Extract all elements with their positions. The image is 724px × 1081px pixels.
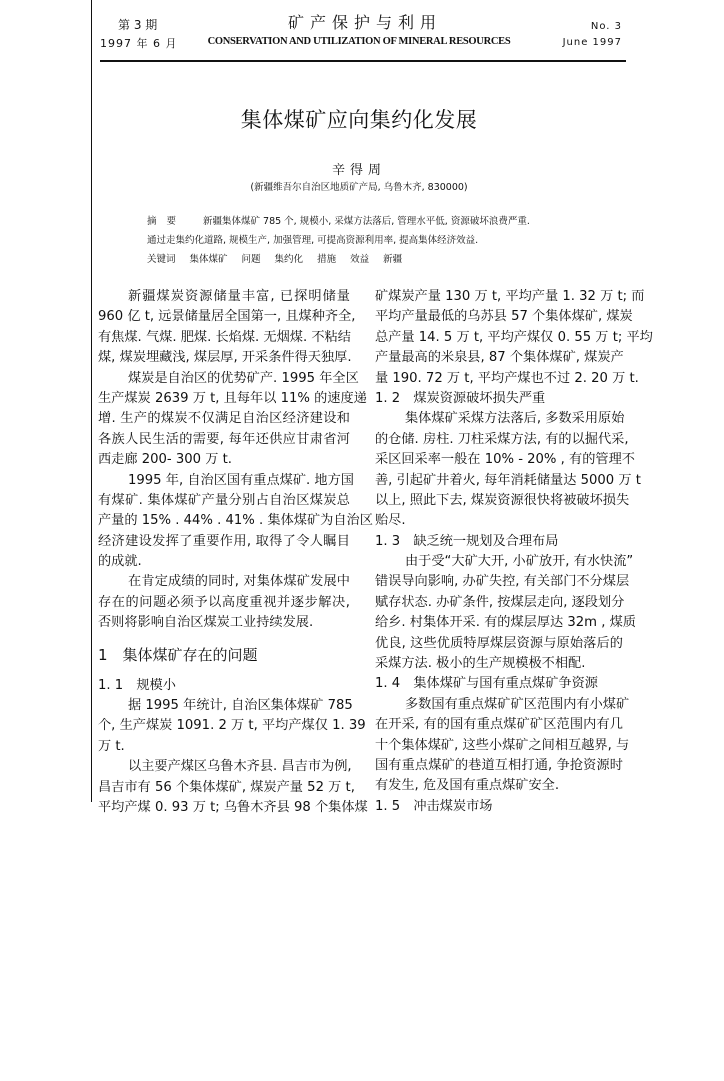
text-line: 给乡. 村集体开采. 有的煤层厚达 32m , 煤质	[375, 615, 636, 631]
keyword: 问题	[241, 254, 261, 265]
keyword: 集约化	[274, 254, 304, 265]
subsection-heading	[375, 389, 623, 409]
paragraph	[375, 552, 636, 674]
text-line: 错误导向影响, 办矿失控, 有关部门不分煤层	[375, 574, 630, 590]
text-line: 优良, 这些优质特厚煤层资源与原始落后的	[375, 635, 623, 651]
text-line: 在开采, 有的国有重点煤矿矿区范围内有几	[375, 717, 623, 733]
keyword: 措施	[317, 254, 337, 265]
text-line: 1. 3 缺乏统一规划及合理布局	[375, 533, 559, 549]
keyword: 集体煤矿	[189, 254, 228, 265]
text-line: 个, 生产煤炭 1091. 2 万 t, 平均产煤仅 1. 39	[98, 718, 366, 734]
text-line: 煤, 煤炭埋藏浅, 煤层厚, 开采条件得天独厚.	[98, 350, 352, 366]
text-line: 采煤方法. 极小的生产规模极不相配.	[375, 656, 586, 672]
text-line: 的成就.	[98, 554, 142, 570]
text-line: 集体煤矿采煤方法落后, 多数采用原始	[405, 411, 625, 427]
text-line: 十个集体煤矿, 这些小煤矿之间相互越界, 与	[375, 737, 630, 753]
paragraph	[375, 287, 653, 389]
subsection-heading	[375, 674, 623, 694]
affiliation: (新疆维吾尔自治区地质矿产局, 乌鲁木齐, 830000)	[250, 182, 468, 193]
paragraph	[98, 287, 356, 369]
issue-date-cn: 1997 年 6 月	[100, 37, 178, 50]
paragraph	[98, 369, 367, 471]
text-line: 由于受“大矿大开, 小矿放开, 有水快流”	[405, 554, 634, 570]
text-line: 煤炭是自治区的优势矿产. 1995 年全区	[128, 370, 359, 386]
text-line: 增. 生产的煤炭不仅满足自治区经济建设和	[98, 411, 350, 427]
text-line: 1. 1 规模小	[98, 677, 176, 693]
text-line: 量 190. 72 万 t, 平均产煤也不过 2. 20 万 t.	[375, 370, 639, 386]
article-title: 集体煤矿应向集约化发展	[240, 108, 478, 132]
abstract-text: 新疆集体煤矿 785 个, 规模小, 采煤方法落后, 管理水平低, 资源破坏浪费严重.	[203, 216, 530, 227]
text-line: 新疆煤炭资源储量丰富, 已探明储量	[128, 289, 350, 304]
text-line: 1. 5 冲击煤炭市场	[375, 798, 493, 814]
text-line: 在肯定成绩的同时, 对集体煤矿发展中	[128, 574, 350, 590]
text-line: 1. 4 集体煤矿与国有重点煤矿争资源	[375, 676, 598, 692]
text-line: 以主要产煤区乌鲁木齐县. 昌吉市为例,	[128, 759, 352, 775]
issue-number-en: No. 3	[590, 21, 622, 32]
paragraph	[375, 695, 630, 797]
abstract-line: 通过走集约化道路, 规模生产, 加强管理, 可提高资源利用率, 提高集体经济效益.	[147, 235, 479, 246]
paragraph	[98, 572, 350, 633]
text-line: 的仓储. 房柱. 刀柱采煤方法, 有的以掘代采,	[375, 431, 629, 447]
text-line: 西走廊 200- 300 万 t.	[98, 452, 232, 468]
keywords-label: 关键词	[147, 254, 176, 265]
text-line: 各族人民生活的需要, 每年还供应甘肃省河	[98, 431, 350, 447]
text-line: 有焦煤. 气煤. 肥煤. 长焰煤. 无烟煤. 不粘结	[98, 329, 351, 345]
author: 辛得周	[331, 163, 386, 178]
text-line: 昌吉市有 56 个集体煤矿, 煤炭产量 52 万 t,	[98, 779, 355, 795]
text-line: 矿煤炭产量 130 万 t, 平均产量 1. 32 万 t; 而	[375, 289, 645, 304]
text-line: 贻尽.	[375, 513, 406, 529]
text-line: 平均产煤 0. 93 万 t; 乌鲁木齐县 98 个集体煤	[98, 799, 368, 815]
paragraph	[98, 757, 368, 818]
text-line: 1995 年, 自治区国有重点煤矿. 地方国	[128, 472, 354, 488]
paragraph	[375, 409, 641, 531]
body-column-right	[375, 287, 653, 817]
text-line: 据 1995 年统计, 自治区集体煤矿 785	[128, 698, 353, 714]
text-line: 产量的 15% . 44% . 41% . 集体煤矿为自治区	[98, 513, 373, 529]
section-heading	[98, 644, 350, 666]
text-line: 以上, 照此下去, 煤炭资源很快将被破坏损失	[375, 492, 630, 508]
subsection-heading	[375, 797, 623, 817]
text-line: 赋存状态. 办矿条件, 按煤层走向, 逐段划分	[375, 594, 625, 610]
text-line: 1 集体煤矿存在的问题	[98, 645, 258, 664]
text-line: 有发生, 危及国有重点煤矿安全.	[375, 778, 560, 794]
text-line: 产量最高的米泉县, 87 个集体煤矿, 煤炭产	[375, 350, 624, 366]
text-line: 生产煤炭 2639 万 t, 且每年以 11% 的速度递	[98, 390, 367, 406]
issue-date-en: June 1997	[562, 37, 622, 48]
text-line: 多数国有重点煤矿矿区范围内有小煤矿	[405, 696, 630, 712]
issue-number-cn: 第 3 期	[118, 18, 158, 32]
text-line: 善, 引起矿井着火, 每年消耗储量达 5000 万 t	[375, 472, 641, 488]
text-line: 960 亿 t, 远景储量居全国第一, 且煤种齐全,	[98, 309, 356, 325]
text-line: 采区回采率一般在 10% - 20% , 有的管理不	[375, 452, 635, 468]
abstract-label: 摘要	[147, 216, 187, 227]
text-line: 国有重点煤矿的巷道互相打通, 争抢资源时	[375, 757, 623, 773]
text-line: 经济建设发挥了重要作用, 取得了令人瞩目	[98, 533, 350, 549]
text-line: 1. 2 煤炭资源破坏损失严重	[375, 390, 546, 406]
body-column-left	[98, 287, 373, 818]
text-line: 存在的问题必须予以高度重视并逐步解决,	[98, 594, 350, 610]
subsection-heading	[375, 532, 623, 552]
paragraph	[98, 471, 373, 573]
text-line: 总产量 14. 5 万 t, 平均产煤仅 0. 55 万 t; 平均	[375, 329, 653, 345]
keyword: 效益	[350, 254, 370, 265]
subsection-heading	[98, 676, 350, 696]
text-line: 有煤矿. 集体煤矿产量分别占自治区煤炭总	[98, 492, 350, 508]
journal-title-en: CONSERVATION AND UTILIZATION OF MINERAL RESOURCES	[207, 36, 511, 47]
text-line: 否则将影响自治区煤炭工业持续发展.	[98, 615, 314, 631]
paragraph	[98, 696, 366, 757]
journal-title-cn: 矿产保护与利用	[287, 13, 442, 32]
keyword: 新疆	[383, 254, 403, 265]
text-line: 万 t.	[98, 738, 125, 754]
text-line: 平均产量最低的乌苏县 57 个集体煤矿, 煤炭	[375, 309, 633, 325]
